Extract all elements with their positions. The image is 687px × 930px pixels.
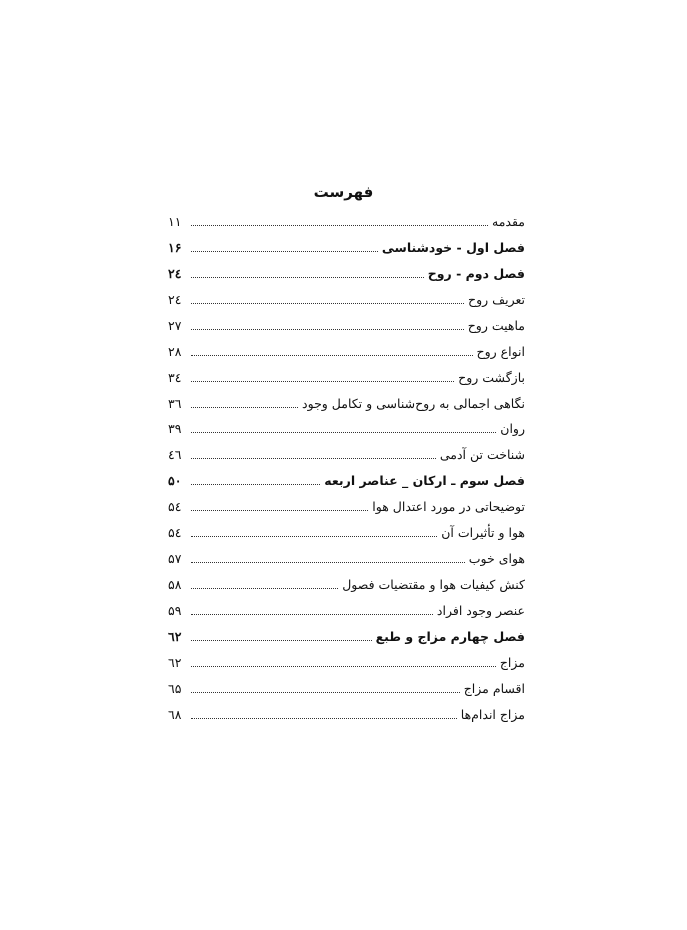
toc-page-number: ٦۵ <box>168 680 182 696</box>
dot-leader <box>191 510 368 511</box>
toc-page-number: ۱۱ <box>168 213 182 229</box>
toc-page-number: ۵۰ <box>168 473 182 489</box>
dot-leader <box>191 303 464 304</box>
toc-entry-title: انواع روح <box>476 343 525 359</box>
toc-page-number: ۵۹ <box>168 603 182 618</box>
toc-entry-title: توضیحاتی در مورد اعتدال هوا <box>372 499 525 515</box>
toc-page-number: ۵٤ <box>168 499 182 515</box>
toc-entry-title: هوا و تأثیرات آن <box>441 525 525 541</box>
dot-leader <box>191 588 338 589</box>
toc-page-number: ٦۲ <box>168 654 182 670</box>
toc-page-number: ۲٤ <box>168 265 182 281</box>
toc-chapter-entry <box>168 465 525 491</box>
toc-entry <box>168 388 525 414</box>
dot-leader <box>191 407 298 408</box>
toc-entry <box>168 206 525 232</box>
toc-page-number: ۵٤ <box>168 525 182 541</box>
toc-entry-title: هوای خوب <box>468 551 525 567</box>
dot-leader <box>191 329 464 330</box>
toc-entry <box>168 362 525 388</box>
toc-entry <box>168 595 525 621</box>
dot-leader <box>191 692 460 693</box>
dot-leader <box>191 562 465 563</box>
toc-page-number: ۲۸ <box>168 343 182 359</box>
toc-page-number: ۳۹ <box>168 421 182 437</box>
table-of-contents <box>168 206 525 725</box>
toc-entry <box>168 439 525 465</box>
toc-entry-title: فصل سوم ـ ارکان _ عناصر اربعه <box>324 473 525 489</box>
toc-entry <box>168 284 525 310</box>
toc-entry <box>168 517 525 543</box>
toc-entry-title: مزاج اندام‌ها <box>460 706 525 722</box>
toc-entry <box>168 673 525 699</box>
toc-entry-title: ماهیت روح <box>467 317 525 333</box>
toc-entry-title: کنش کیفیات هوا و مقتضیات فصول <box>342 577 525 593</box>
toc-entry-title: فصل چهارم مزاج و طبع <box>375 628 525 644</box>
dot-leader <box>191 251 378 252</box>
toc-chapter-entry <box>168 621 525 647</box>
toc-entry-title: مقدمه <box>492 213 525 229</box>
dot-leader <box>191 277 424 278</box>
toc-entry-title: بازگشت روح <box>458 369 525 385</box>
dot-leader <box>191 666 496 667</box>
toc-page-number: ۲٤ <box>168 291 182 307</box>
toc-entry-title: مزاج <box>499 654 525 670</box>
toc-page-number: ۲۷ <box>168 317 182 333</box>
toc-page-number: ٤٦ <box>168 447 182 463</box>
toc-entry <box>168 647 525 673</box>
dot-leader <box>191 484 320 485</box>
toc-entry <box>168 491 525 517</box>
toc-page-number: ۳٤ <box>168 369 182 385</box>
dot-leader <box>191 718 457 719</box>
dot-leader <box>191 355 473 356</box>
dot-leader <box>191 381 454 382</box>
toc-page-number: ۵۸ <box>168 577 182 593</box>
toc-entry-title: اقسام مزاج <box>463 680 525 696</box>
toc-entry-title: روان <box>500 421 525 437</box>
toc-entry <box>168 543 525 569</box>
toc-title: فهرست <box>313 183 374 201</box>
dot-leader <box>191 614 433 615</box>
dot-leader <box>191 458 436 459</box>
toc-entry-title: عنصر وجود افراد <box>436 603 525 618</box>
toc-page-number: ٦۸ <box>168 706 182 722</box>
toc-entry-title: تعریف روح <box>468 291 525 307</box>
toc-entry-title: نگاهی اجمالی به روح‌شناسی و تکامل وجود <box>302 395 525 411</box>
toc-entry <box>168 569 525 595</box>
toc-entry-title: فصل دوم - روح <box>427 265 525 281</box>
toc-chapter-entry <box>168 258 525 284</box>
toc-entry-title: شناخت تن آدمی <box>439 447 525 463</box>
toc-entry-title: فصل اول - خودشناسی <box>381 239 525 255</box>
toc-entry <box>168 699 525 725</box>
toc-entry <box>168 310 525 336</box>
dot-leader <box>191 536 437 537</box>
dot-leader <box>191 640 372 641</box>
toc-page-number: ۳٦ <box>168 395 182 411</box>
toc-page-number: ۱۶ <box>168 239 182 255</box>
toc-entry <box>168 336 525 362</box>
toc-page-number: ٦۲ <box>168 628 182 644</box>
dot-leader <box>191 432 496 433</box>
toc-page-number: ۵۷ <box>168 551 182 567</box>
toc-entry <box>168 414 525 440</box>
toc-chapter-entry <box>168 232 525 258</box>
dot-leader <box>191 225 488 226</box>
